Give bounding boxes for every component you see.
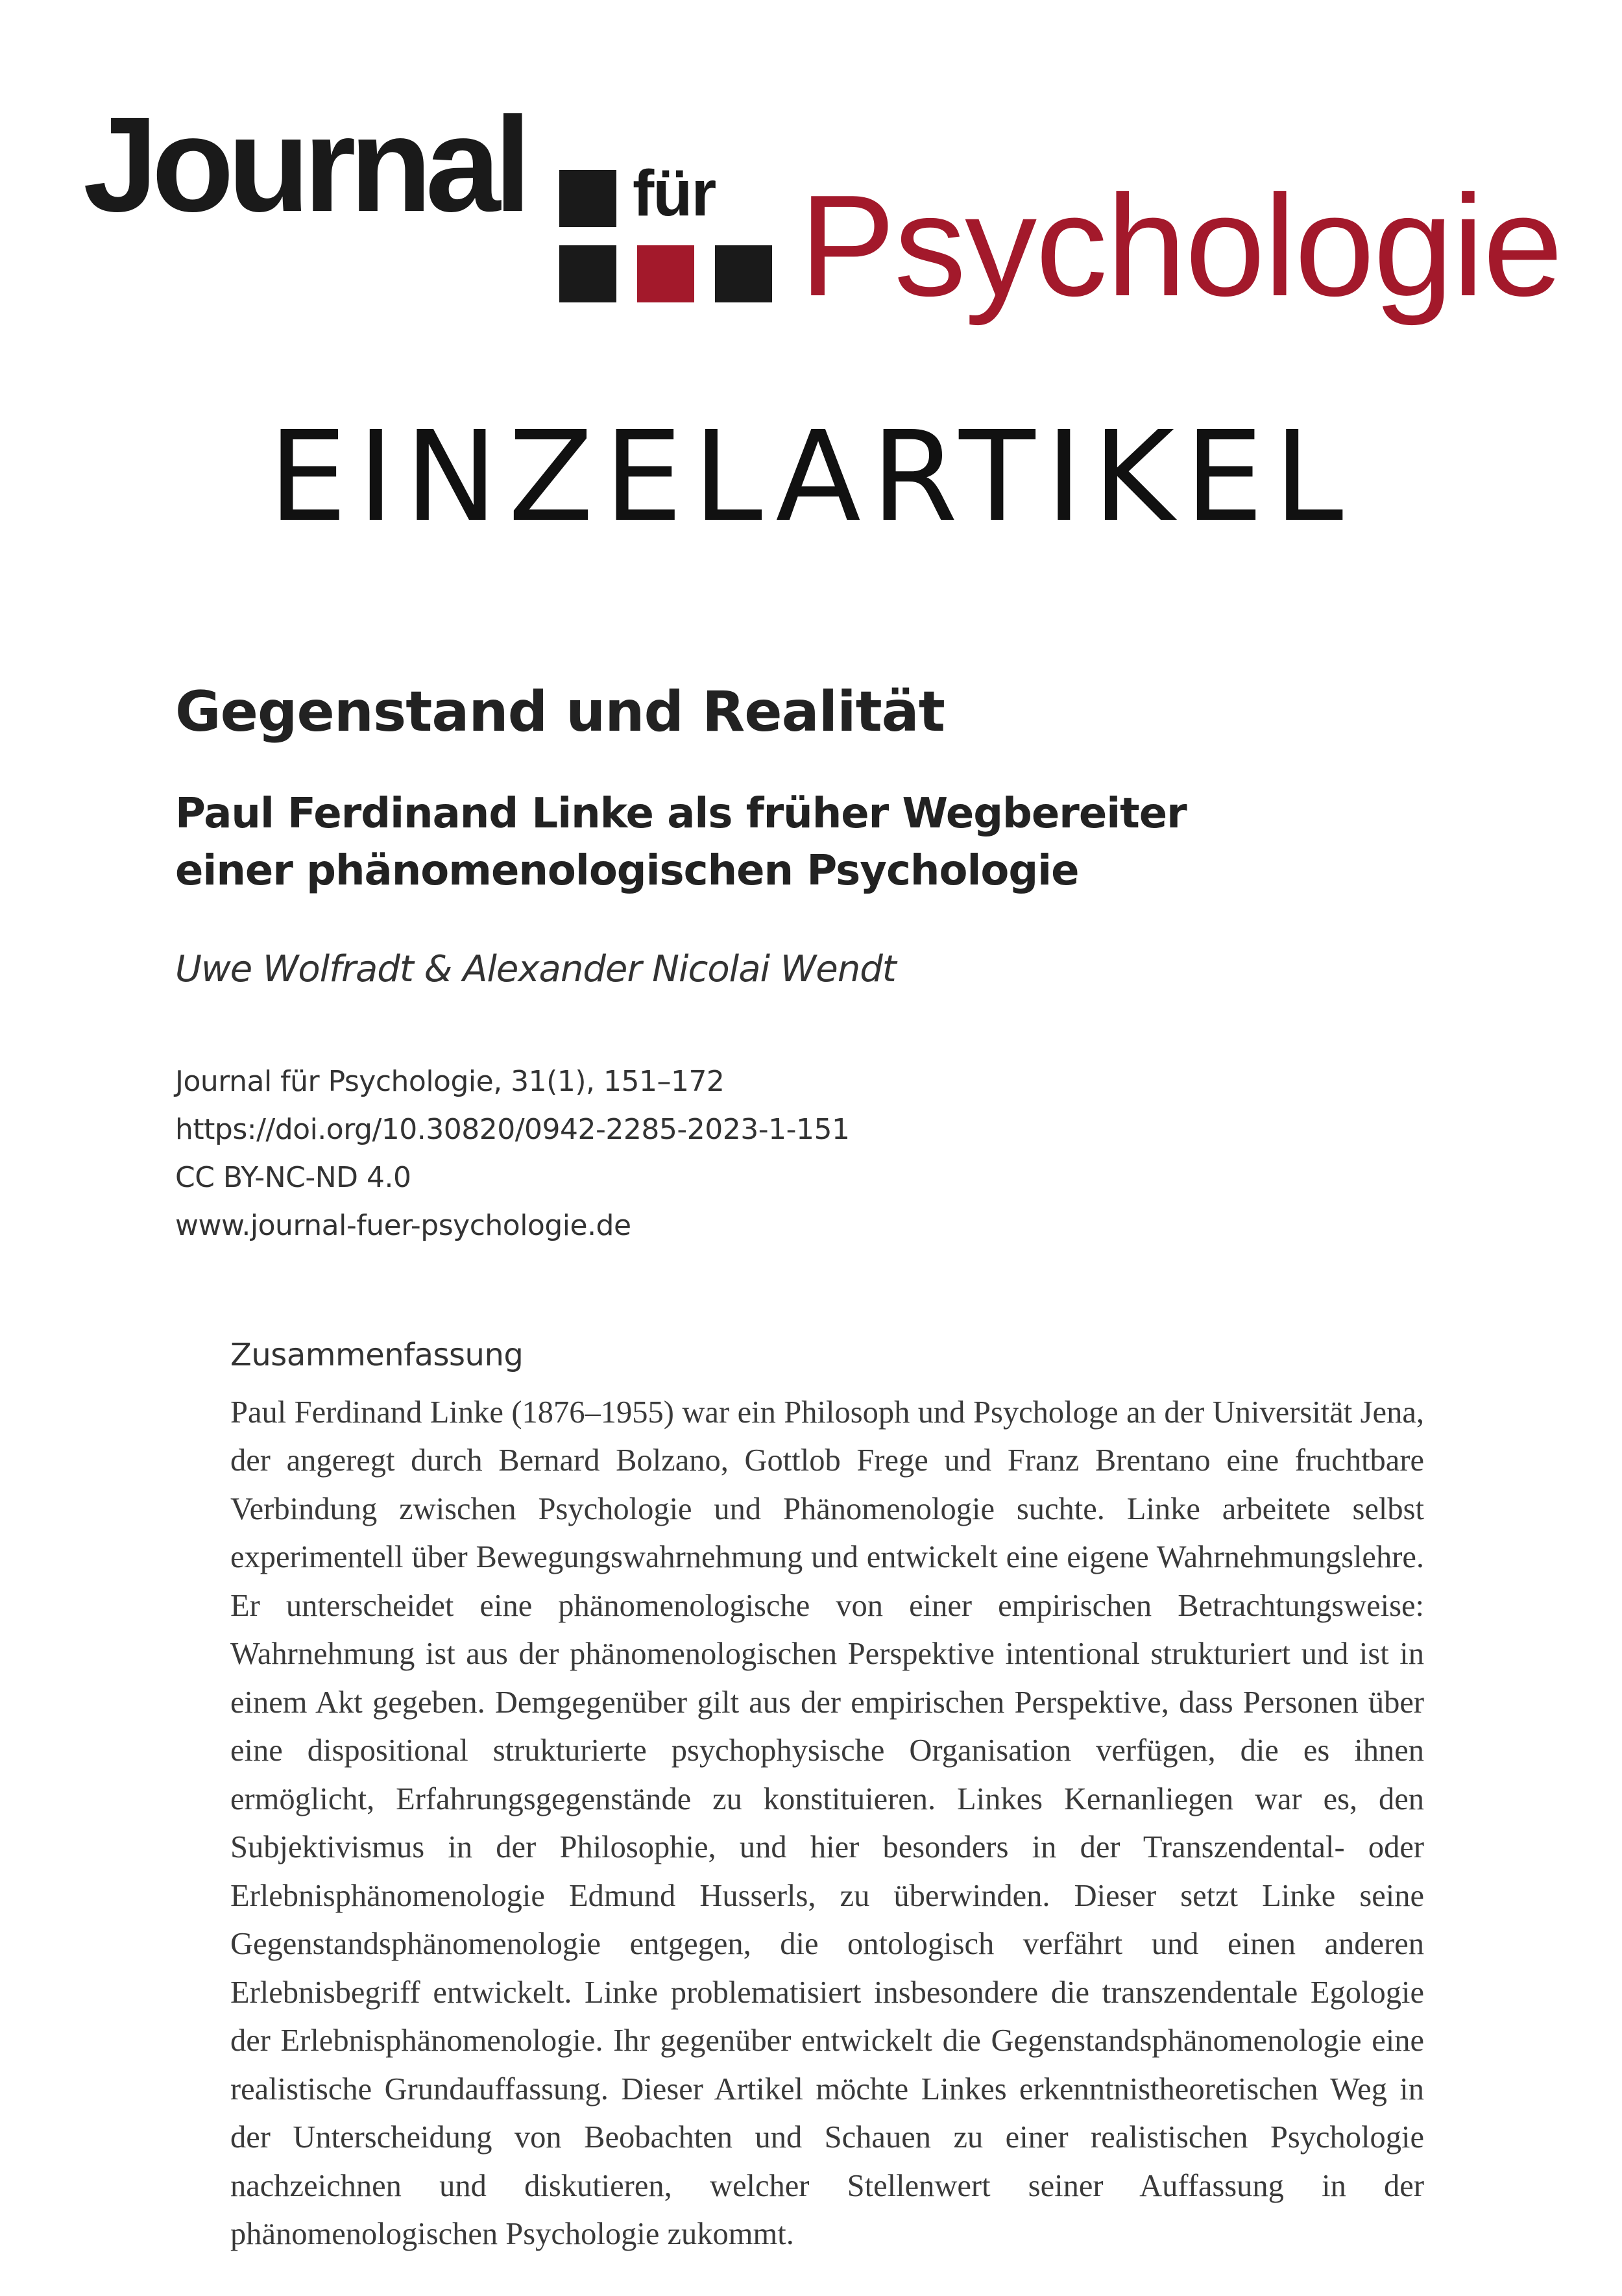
- website-link[interactable]: www.journal-fuer-psychologie.de: [175, 1209, 631, 1242]
- article-metadata: [175, 1058, 849, 1250]
- logo-word-psychologie: Psychologie: [799, 165, 1562, 326]
- article-title: Gegenstand und Realität: [175, 679, 945, 744]
- article-authors: Uwe Wolfradt & Alexander Nicolai Wendt: [175, 948, 896, 990]
- logo-word-journal: Journal: [83, 90, 526, 240]
- abstract-heading: Zusammenfassung: [230, 1337, 524, 1373]
- article-subtitle-line: einer phänomenologischen Psychologie: [175, 847, 1079, 895]
- section-label: EINZELARTIKEL: [268, 405, 1354, 550]
- article-subtitle: [175, 785, 1473, 899]
- logo-word-fuer: für: [633, 157, 716, 230]
- logo-square-top: [559, 170, 616, 227]
- article-subtitle-line: Paul Ferdinand Linke als früher Wegbereiter: [175, 790, 1187, 838]
- abstract: [230, 1337, 1424, 2259]
- logo-square-bottom-1: [559, 245, 616, 302]
- abstract-text: Paul Ferdinand Linke (1876–1955) war ein Philosoph und Psychologe an der Universität Jena, der angeregt durch Bernard Bolzano, Gottlob Frege und Franz Brentano eine fruchtbare Verbindung zwischen Psychologie und Phänomenologie suchte. Linke arbeitete selbst experimentell über Bewegungswahrnehmung und entwickelt eine eigene Wahrnehmungslehre. Er unterscheidet eine phänomenologische von einer empirischen Betrachtungsweise: Wahrnehmung ist aus der phänomenologischen Perspektive intentional strukturiert und ist in einem Akt gegeben. Demgegenüber gilt aus der empirischen Perspektive, dass Personen über eine dispositional strukturierte psychophysische Organisation verfügen, die es ihnen ermöglicht, Erfahrungsgegenstände zu konstituieren. Linkes Kernanliegen war es, den Subjektivismus in der Philosophie, und hier besonders in der Transzendental- oder Erlebnisphänomenologie Edmund Husserls, zu überwinden. Dieser setzt Linke seine Gegenstandsphänomenologie entgegen, die ontologisch verfährt und einen anderen Erlebnisbegriff entwickelt. Linke problematisiert insbesondere die transzendentale Egologie der Erlebnisphänomenologie. Ihr gegenüber entwickelt die Gegenstandsphänomenologie eine realistische Grundauffassung. Dieser Artikel möchte Linkes erkenntnistheoretischen Weg in der Unterscheidung von Beobachten und Schauen zu einer realistischen Psychologie nachzeichnen und diskutieren, welcher Stellenwert seiner Auffassung in der phänomenologischen Psychologie zukommt.: [230, 1395, 1424, 2252]
- doi-link[interactable]: https://doi.org/10.30820/0942-2285-2023-1-151: [175, 1113, 850, 1146]
- citation: Journal für Psychologie, 31(1), 151–172: [175, 1065, 725, 1098]
- license: CC BY-NC-ND 4.0: [175, 1161, 411, 1194]
- logo-square-bottom-red: [637, 245, 694, 302]
- journal-logo: [0, 0, 1622, 363]
- logo-square-bottom-3: [715, 245, 772, 302]
